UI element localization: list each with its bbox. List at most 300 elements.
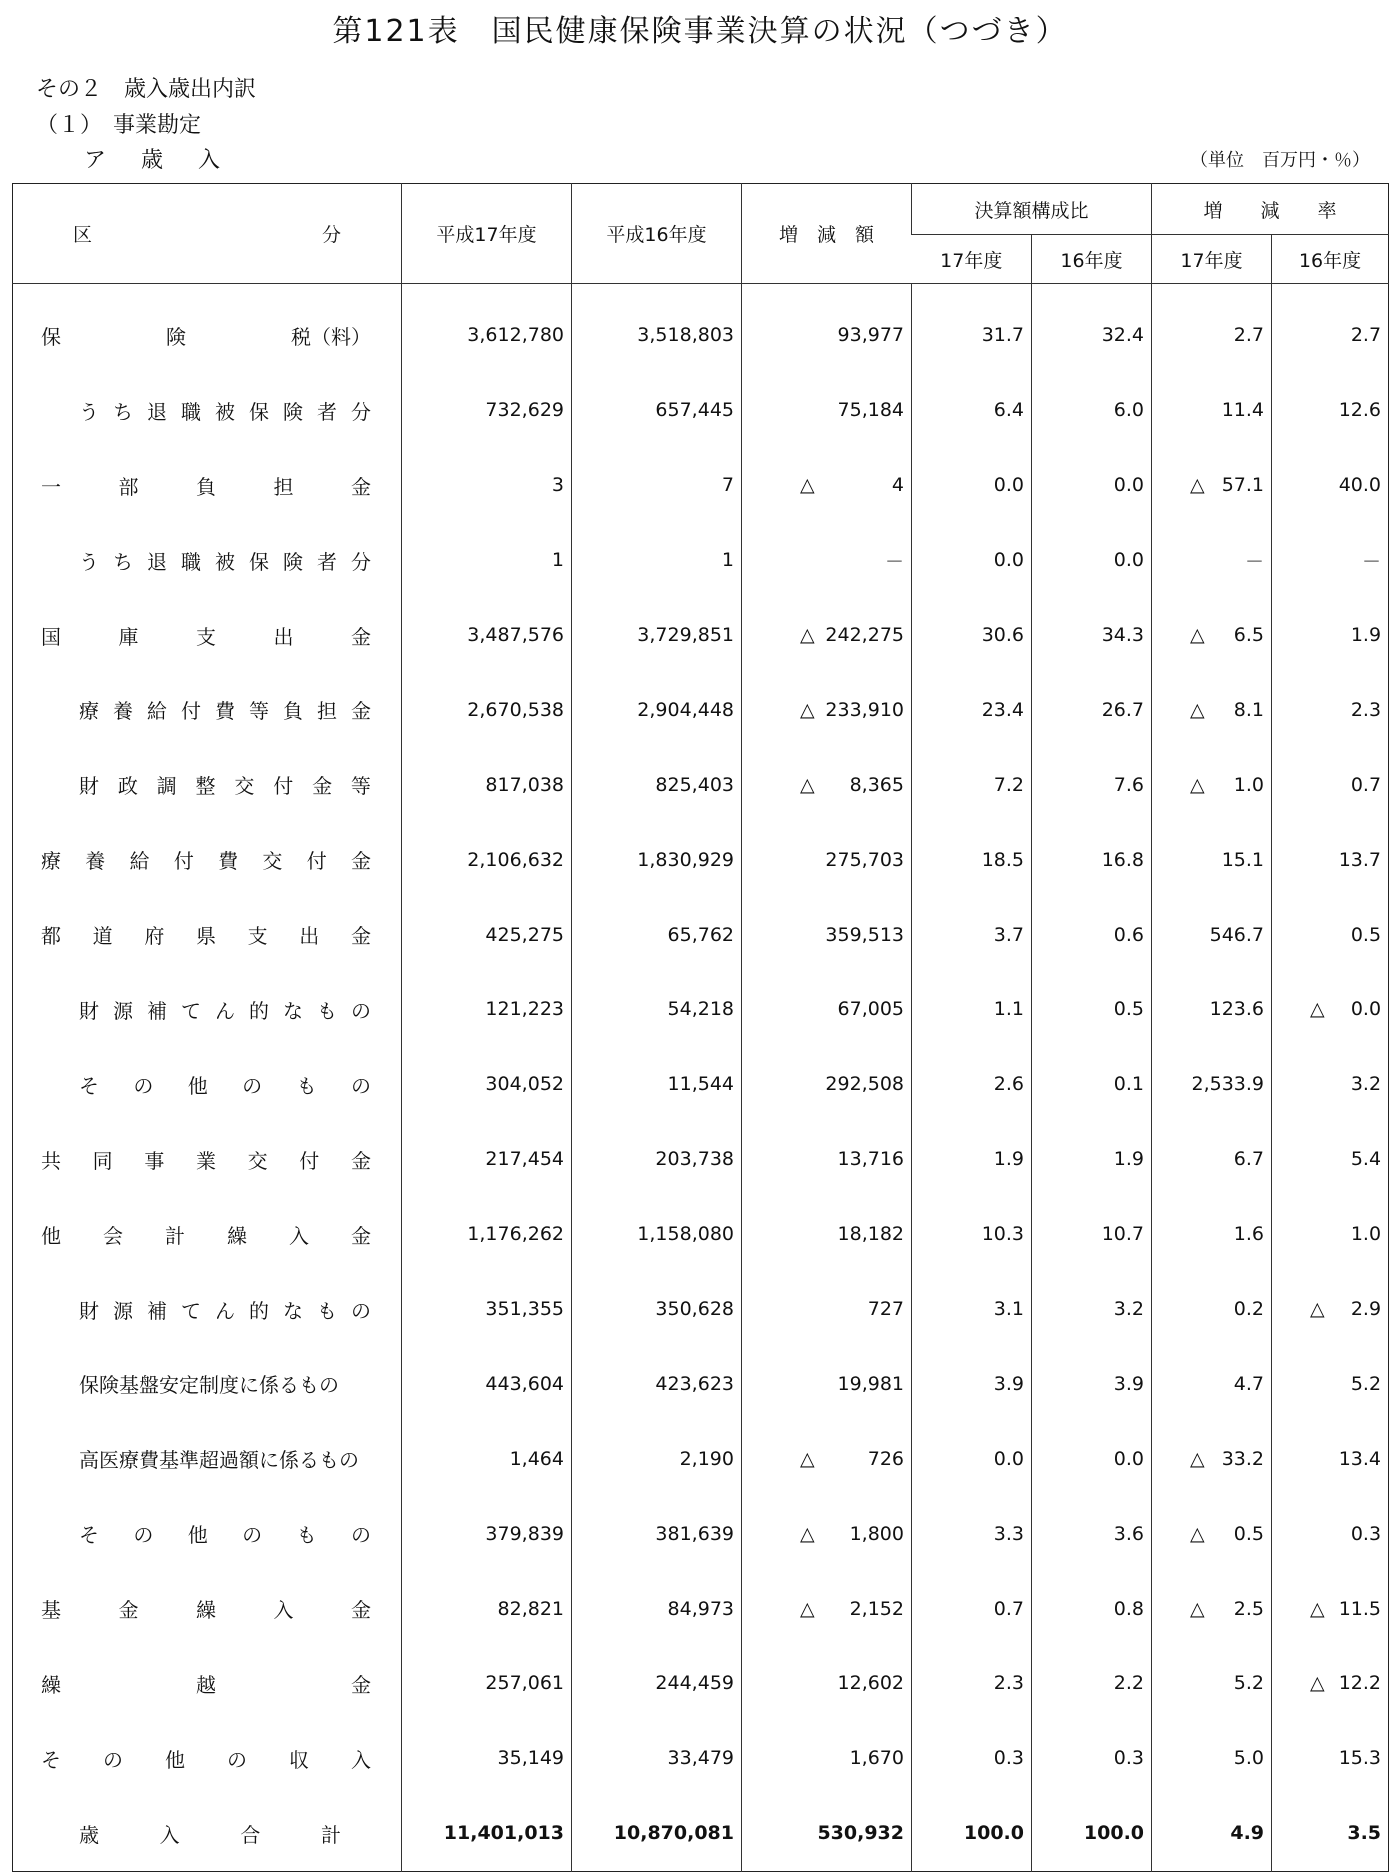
cell-fy16: 244,459 [572, 1646, 742, 1721]
negative-marker [1272, 1223, 1310, 1245]
row-label-char: そ [79, 1073, 99, 1098]
row-label-char: 入 [159, 1822, 180, 1847]
cell-rate-16 [1272, 972, 1389, 1047]
negative-marker: △ [1190, 1522, 1205, 1545]
cell-change [742, 822, 912, 897]
cell-rate-17 [1152, 1047, 1272, 1122]
cell-value: 8,365 [849, 773, 904, 796]
row-label-char: ち [113, 549, 133, 574]
cell-ratio-16: 16.8 [1032, 822, 1152, 897]
row-label [41, 321, 371, 350]
negative-marker: △ [1190, 624, 1205, 646]
row-label-char: 担 [273, 474, 294, 499]
row-label-char: 者 [317, 399, 337, 424]
row-label [79, 695, 371, 724]
cell-value: 5.0 [1233, 1747, 1265, 1770]
negative-marker [1272, 1747, 1310, 1769]
row-label-char: 金 [350, 1148, 371, 1173]
row-label-char: そ [41, 1747, 61, 1772]
row-label-char: 道 [92, 924, 113, 949]
cell-rate-16 [1272, 1421, 1389, 1496]
table-row [13, 897, 1389, 972]
cell-ratio-16: 3.6 [1032, 1496, 1152, 1571]
row-label [41, 1220, 371, 1249]
row-label [79, 1295, 371, 1324]
cell-value: 0.2 [1233, 1298, 1265, 1321]
table-row [13, 747, 1389, 822]
cell-rate-16 [1272, 373, 1389, 448]
cell-change [742, 1346, 912, 1421]
negative-marker [742, 399, 800, 421]
row-label-char: 付 [173, 849, 194, 874]
row-label-char: 源 [113, 998, 133, 1023]
row-label-cell [13, 1646, 402, 1721]
row-label [41, 1744, 371, 1773]
negative-marker: △ [800, 1447, 815, 1470]
cell-ratio-17: 1.9 [912, 1122, 1032, 1197]
row-label [79, 1519, 371, 1548]
row-label-char: 給 [129, 849, 150, 874]
table-row [13, 373, 1389, 448]
cell-rate-17 [1152, 1421, 1272, 1496]
cell-change [742, 1721, 912, 1796]
cell-change [742, 284, 912, 373]
cell-value: 359,513 [825, 923, 904, 946]
cell-ratio-17: 0.7 [912, 1571, 1032, 1646]
cell-value: 12.2 [1338, 1672, 1382, 1695]
table-row [13, 972, 1389, 1047]
row-label-char: 険 [166, 324, 186, 349]
cell-rate-17 [1152, 897, 1272, 972]
cell-rate-16 [1272, 672, 1389, 747]
row-label-cell [13, 1796, 402, 1871]
row-label [79, 1369, 371, 1398]
row-label-char: 金 [312, 774, 333, 799]
cell-change [742, 1796, 912, 1871]
cell-rate-16 [1272, 1122, 1389, 1197]
row-label-char: 事 [144, 1148, 165, 1173]
row-label-char: 負 [196, 474, 216, 499]
cell-value: 1.9 [1350, 624, 1382, 646]
cell-rate-16 [1272, 822, 1389, 897]
row-label-char: 計 [320, 1822, 341, 1847]
row-label-char: の [227, 1747, 247, 1772]
cell-ratio-16: 26.7 [1032, 672, 1152, 747]
cell-value: 11.5 [1338, 1597, 1382, 1620]
cell-value: 6.5 [1233, 624, 1265, 646]
cell-value: 546.7 [1209, 923, 1265, 946]
cell-ratio-16: 2.2 [1032, 1646, 1152, 1721]
negative-marker [1152, 1373, 1190, 1395]
cell-rate-17 [1152, 1721, 1272, 1796]
header-ratio-17: 17年度 [912, 235, 1032, 284]
row-label-char: 保 [249, 549, 269, 574]
negative-marker: △ [800, 1597, 815, 1620]
row-label-cell [13, 1721, 402, 1796]
table-row [13, 1197, 1389, 1272]
cell-value: 2.7 [1350, 324, 1382, 347]
cell-ratio-16: 0.0 [1032, 1421, 1152, 1496]
cell-ratio-17: 31.7 [912, 284, 1032, 373]
cell-ratio-16: 0.3 [1032, 1721, 1152, 1796]
negative-marker [1272, 624, 1310, 646]
cell-ratio-17: 0.0 [912, 523, 1032, 598]
cell-value: 8.1 [1233, 698, 1265, 721]
row-label-char: 入 [289, 1223, 309, 1248]
negative-marker [1152, 1672, 1190, 1694]
header-change-rate: 増 減 率 [1152, 184, 1389, 235]
cell-fy16: 657,445 [572, 373, 742, 448]
cell-ratio-16: 0.8 [1032, 1571, 1152, 1646]
cell-value: 4 [891, 474, 904, 497]
cell-value: 1.0 [1350, 1223, 1382, 1246]
row-label-cell [13, 1571, 402, 1646]
cell-change [742, 448, 912, 523]
cell-change [742, 523, 912, 598]
row-label-char: 出 [273, 624, 294, 649]
cell-value: 13.7 [1338, 848, 1382, 871]
cell-ratio-17: 3.1 [912, 1272, 1032, 1347]
cell-value: 233,910 [825, 698, 904, 721]
header-change: 増 減 額 [742, 184, 912, 284]
negative-marker [1152, 998, 1190, 1020]
cell-rate-16 [1272, 747, 1389, 822]
cell-rate-17 [1152, 1197, 1272, 1272]
table-row [13, 1721, 1389, 1796]
row-label-char: 源 [113, 1298, 133, 1323]
cell-value: 15.1 [1221, 848, 1265, 871]
negative-marker [1272, 399, 1310, 421]
row-label-char: 退 [147, 399, 167, 424]
cell-rate-16 [1272, 1796, 1389, 1871]
row-label-char: 補 [147, 1298, 167, 1323]
cell-fy17: 379,839 [402, 1496, 572, 1571]
row-label-cell [13, 284, 402, 373]
table-row [13, 1796, 1389, 1871]
row-label-char: 支 [196, 624, 216, 649]
cell-value: 4.7 [1233, 1372, 1265, 1395]
cell-value: 242,275 [825, 624, 904, 646]
cell-ratio-16: 100.0 [1032, 1796, 1152, 1871]
negative-marker [742, 1747, 800, 1769]
cell-value: 0.5 [1350, 923, 1382, 946]
cell-fy16: 3,518,803 [572, 284, 742, 373]
row-label-char: 部 [118, 474, 139, 499]
cell-rate-17 [1152, 1571, 1272, 1646]
cell-change [742, 672, 912, 747]
cell-rate-16 [1272, 1721, 1389, 1796]
row-label-char: 共 [41, 1148, 61, 1173]
cell-fy17: 443,604 [402, 1346, 572, 1421]
row-label-char: 繰 [196, 1598, 216, 1623]
row-label-char: 的 [249, 998, 269, 1023]
cell-rate-16 [1272, 897, 1389, 972]
header-ratio-16: 16年度 [1032, 235, 1152, 284]
row-label-cell [13, 1496, 402, 1571]
cell-value: 5.2 [1233, 1672, 1265, 1695]
row-label-char: 的 [249, 1298, 269, 1323]
header-fy16: 平成16年度 [572, 184, 742, 284]
cell-fy17: 2,670,538 [402, 672, 572, 747]
cell-change [742, 972, 912, 1047]
negative-marker [1272, 1523, 1310, 1545]
cell-value: 13,716 [837, 1148, 904, 1171]
cell-fy16: 11,544 [572, 1047, 742, 1122]
page-title: 第121表 国民健康保険事業決算の状況（つづき） [332, 14, 1068, 49]
row-label-cell [13, 822, 402, 897]
row-label-char: ん [215, 1298, 235, 1323]
cell-value: 67,005 [837, 998, 904, 1021]
row-label-char: 付 [181, 699, 201, 724]
cell-fy17: 11,401,013 [402, 1796, 572, 1871]
cell-ratio-17: 0.0 [912, 448, 1032, 523]
row-label-char: 出 [299, 924, 320, 949]
negative-marker [742, 547, 800, 574]
row-label-char: 会 [103, 1223, 123, 1248]
cell-rate-17 [1152, 284, 1272, 373]
negative-marker [1152, 1148, 1190, 1170]
negative-marker [1152, 547, 1190, 574]
cell-fy17: 1,176,262 [402, 1197, 572, 1272]
row-label-char: 税（料） [291, 324, 371, 349]
cell-ratio-17: 2.6 [912, 1047, 1032, 1122]
row-label-char: 都 [41, 924, 61, 949]
row-label-char: 交 [247, 1148, 268, 1173]
cell-change [742, 1646, 912, 1721]
cell-fy16: 381,639 [572, 1496, 742, 1571]
negative-marker [1272, 924, 1310, 946]
header-fy17: 平成17年度 [402, 184, 572, 284]
table-row [13, 672, 1389, 747]
cell-change [742, 1571, 912, 1646]
row-label-char: 保 [41, 324, 61, 349]
cell-value: 12.6 [1338, 399, 1382, 422]
cell-ratio-17: 3.7 [912, 897, 1032, 972]
cell-change [742, 897, 912, 972]
section-heading: その２ 歳入歳出内訳 [36, 77, 257, 102]
cell-rate-16 [1272, 1571, 1389, 1646]
table-row [13, 448, 1389, 523]
cell-fy17: 121,223 [402, 972, 572, 1047]
row-label-char: 歳 [79, 1822, 99, 1847]
negative-marker [1272, 547, 1310, 574]
row-label-cell [13, 1197, 402, 1272]
row-label-char: 同 [92, 1148, 113, 1173]
cell-value: 292,508 [825, 1073, 904, 1096]
row-label-char: も [296, 1523, 317, 1548]
negative-marker [742, 1822, 800, 1844]
negative-marker [1152, 324, 1190, 346]
cell-value: － [1362, 550, 1382, 573]
row-label-char: 金 [351, 1672, 371, 1697]
cell-value: 11.4 [1221, 399, 1265, 422]
cell-ratio-17: 3.3 [912, 1496, 1032, 1571]
row-label-char: 県 [195, 924, 216, 949]
cell-value: 727 [867, 1298, 904, 1321]
cell-fy16: 7 [572, 448, 742, 523]
cell-ratio-16: 0.0 [1032, 523, 1152, 598]
table-row [13, 598, 1389, 673]
row-label-char: 繰 [227, 1223, 247, 1248]
row-label-char: 担 [317, 699, 337, 724]
row-label-char: 険 [283, 399, 303, 424]
cell-value: 2.9 [1350, 1298, 1382, 1321]
negative-marker: △ [1310, 1298, 1325, 1321]
cell-value: 93,977 [837, 324, 904, 347]
row-label [79, 770, 371, 799]
row-label-char: そ [79, 1523, 99, 1548]
row-label-char: 金 [351, 1223, 371, 1248]
cell-value: 12,602 [837, 1672, 904, 1695]
row-label-char: 療 [41, 849, 61, 874]
row-label-cell [13, 1272, 402, 1347]
cell-value: － [884, 550, 904, 573]
cell-fy17: 257,061 [402, 1646, 572, 1721]
cell-fy17: 2,106,632 [402, 822, 572, 897]
cell-value: 530,932 [817, 1822, 904, 1845]
cell-fy17: 1 [402, 523, 572, 598]
cell-value: 13.4 [1338, 1447, 1382, 1470]
row-label-char: 他 [41, 1223, 61, 1248]
row-label-char: 分 [351, 399, 371, 424]
negative-marker [742, 1073, 800, 1095]
cell-value: 4.9 [1230, 1822, 1265, 1845]
cell-fy16: 2,904,448 [572, 672, 742, 747]
cell-value: 19,981 [837, 1372, 904, 1395]
cell-value: 1.0 [1233, 773, 1265, 796]
row-label-char: 職 [181, 549, 201, 574]
row-label-cell [13, 1122, 402, 1197]
cell-value: 57.1 [1221, 474, 1265, 497]
row-label-char: 調 [156, 774, 177, 799]
header-category [13, 184, 402, 284]
row-label-char: の [103, 1747, 123, 1772]
negative-marker [742, 1672, 800, 1694]
cell-rate-16 [1272, 1646, 1389, 1721]
row-label-char: 金 [351, 474, 371, 499]
row-label-char: な [283, 1298, 303, 1323]
row-label-char: て [181, 998, 201, 1023]
cell-change [742, 1197, 912, 1272]
table-row [13, 1122, 1389, 1197]
negative-marker [1272, 1148, 1310, 1170]
cell-rate-17 [1152, 523, 1272, 598]
cell-fy17: 351,355 [402, 1272, 572, 1347]
row-label-char: 給 [147, 699, 167, 724]
table-row [13, 1571, 1389, 1646]
row-label-char: 基 [41, 1598, 61, 1623]
row-label-char: の [351, 998, 371, 1023]
negative-marker: △ [800, 624, 815, 646]
row-label-char: 金 [118, 1598, 139, 1623]
row-label-cell [13, 373, 402, 448]
cell-fy16: 33,479 [572, 1721, 742, 1796]
negative-marker [1272, 849, 1310, 871]
row-label-char: て [181, 1298, 201, 1323]
row-label-char: う [79, 399, 99, 424]
row-label-char: 費 [215, 699, 235, 724]
row-label-char: 計 [165, 1223, 185, 1248]
cell-rate-16 [1272, 1496, 1389, 1571]
row-label-char: の [133, 1523, 154, 1548]
cell-rate-17 [1152, 672, 1272, 747]
cell-ratio-16: 10.7 [1032, 1197, 1152, 1272]
cell-value: 15.3 [1338, 1747, 1382, 1770]
row-label-char: 交 [262, 849, 283, 874]
cell-fy16: 825,403 [572, 747, 742, 822]
row-label [41, 845, 371, 874]
cell-rate-17 [1152, 1346, 1272, 1421]
row-label-char: 高医療費基準超過額に係るもの [79, 1448, 359, 1473]
unit-note: （単位 百万円・％） [1190, 150, 1370, 171]
cell-rate-16 [1272, 1047, 1389, 1122]
row-label-cell [13, 747, 402, 822]
cell-rate-16 [1272, 1346, 1389, 1421]
row-label-char: の [242, 1523, 263, 1548]
row-label-char: 他 [187, 1073, 208, 1098]
row-label-char: 庫 [118, 624, 139, 649]
cell-fy17: 732,629 [402, 373, 572, 448]
negative-marker [742, 998, 800, 1020]
revenue-table [12, 183, 1389, 1872]
row-label-char: 付 [306, 849, 327, 874]
row-label-char: 被 [215, 399, 235, 424]
header-composition-ratio: 決算額構成比 [912, 184, 1152, 235]
row-label-char: 保 [249, 399, 269, 424]
cell-rate-17 [1152, 822, 1272, 897]
cell-ratio-16: 0.0 [1032, 448, 1152, 523]
negative-marker [742, 1223, 800, 1245]
row-label-char: 合 [240, 1822, 261, 1847]
row-label-char: 府 [144, 924, 165, 949]
cell-value: 40.0 [1338, 474, 1382, 497]
cell-rate-17 [1152, 747, 1272, 822]
cell-value: 726 [867, 1447, 904, 1470]
cell-value: 3.2 [1350, 1073, 1382, 1096]
row-label-cell [13, 598, 402, 673]
cell-value: － [1245, 550, 1265, 573]
row-label-char: 負 [283, 699, 303, 724]
cell-value: 2,152 [849, 1597, 904, 1620]
row-label-char: の [350, 1523, 371, 1548]
header-rate-17: 17年度 [1152, 235, 1272, 284]
cell-ratio-17: 23.4 [912, 672, 1032, 747]
negative-marker: △ [800, 698, 815, 721]
row-label-char: 越 [196, 1672, 216, 1697]
row-label-char: な [283, 998, 303, 1023]
cell-rate-16 [1272, 1272, 1389, 1347]
negative-marker [1272, 774, 1310, 796]
row-label-char: 入 [351, 1747, 371, 1772]
row-label-char: 国 [41, 624, 61, 649]
row-label-char: 等 [350, 774, 371, 799]
row-label-char: 療 [79, 699, 99, 724]
negative-marker: △ [1190, 698, 1205, 721]
row-label-char: 付 [273, 774, 294, 799]
negative-marker: △ [1310, 998, 1325, 1021]
cell-change [742, 747, 912, 822]
table-row [13, 1421, 1389, 1496]
row-label [41, 621, 371, 650]
cell-rate-17 [1152, 1272, 1272, 1347]
row-label-char: 付 [299, 1148, 320, 1173]
row-label-char: 他 [187, 1523, 208, 1548]
cell-ratio-16: 3.2 [1032, 1272, 1152, 1347]
cell-fy16: 54,218 [572, 972, 742, 1047]
cell-ratio-16: 1.9 [1032, 1122, 1152, 1197]
cell-rate-17 [1152, 448, 1272, 523]
header-category-part: 区 [73, 224, 93, 246]
